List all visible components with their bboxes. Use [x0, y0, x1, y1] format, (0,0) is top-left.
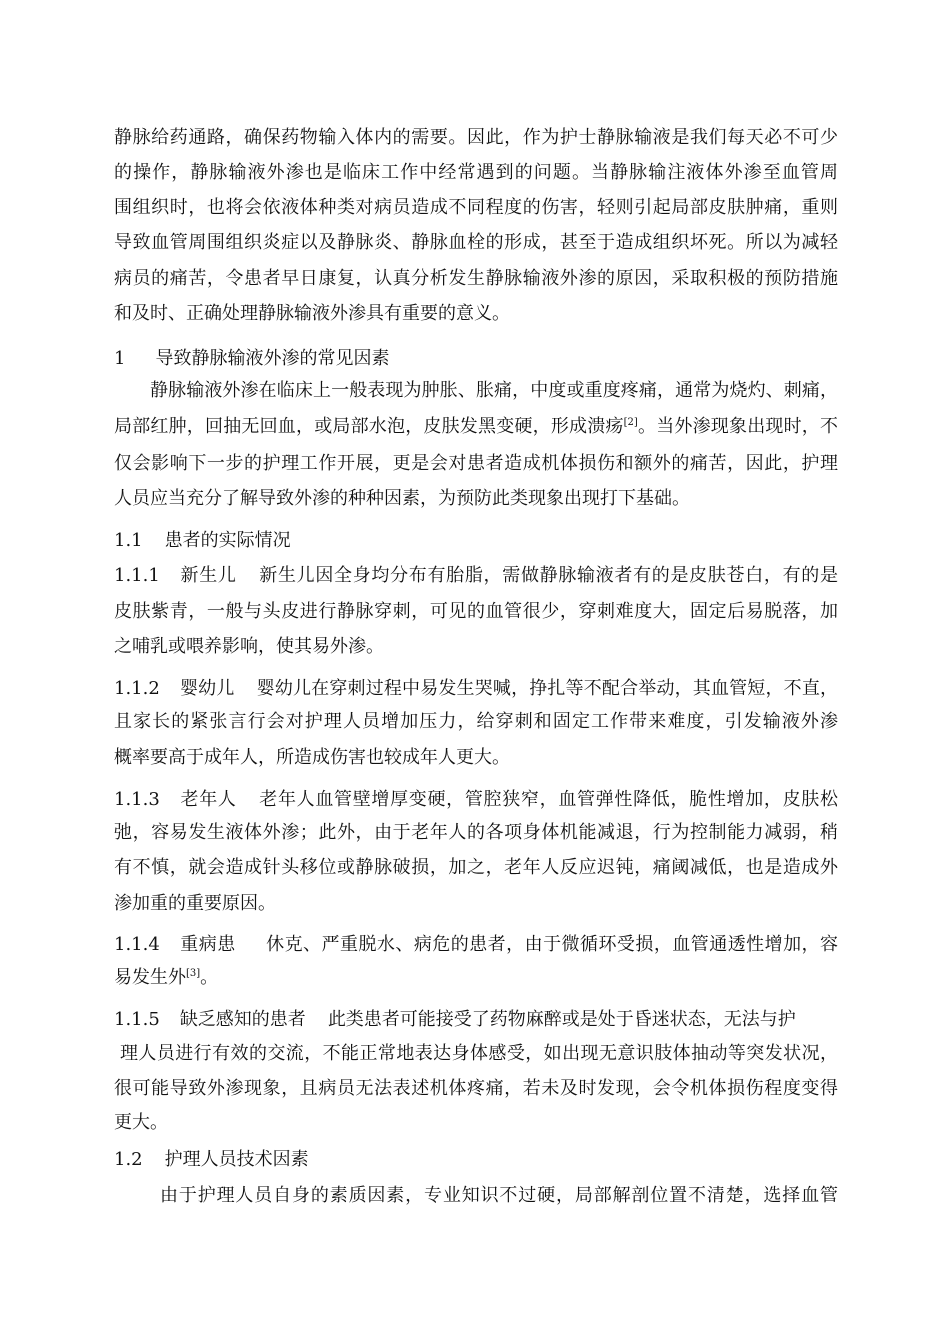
paragraph-line: 理人员进行有效的交流，不能正常地表达身体感受，如出现无意识肢体抽动等突发状况， — [120, 1043, 838, 1064]
section-title: 导致静脉输液外渗的常见因素 — [155, 348, 390, 369]
paragraph-line: 且家长的紧张言行会对护理人员增加压力，给穿刺和固定工作带来难度，引发输液外渗 — [114, 711, 838, 732]
intro-line: 围组织时，也将会依液体种类对病员造成不同程度的伤害，轻则引起局部皮肤肿痛，重则 — [114, 197, 838, 218]
section-heading-1-1 — [114, 528, 838, 554]
intro-line: 和及时、正确处理静脉输液外渗具有重要的意义。 — [114, 303, 510, 324]
section-title: 护理人员技术因素 — [164, 1149, 309, 1170]
paragraph-line: 更大。 — [114, 1112, 168, 1133]
subsection-1-1-2-line: 1.1.2 婴幼儿 婴幼儿在穿刺过程中易发生哭喊，挣扎等不配合举动，其血管短，不直， — [114, 678, 838, 699]
citation-ref: [2] — [623, 417, 638, 428]
paragraph-line: 很可能导致外渗现象，且病员无法表述机体疼痛，若未及时发现，会令机体损伤程度变得 — [114, 1078, 838, 1099]
intro-line: 病员的痛苦，令患者早日康复，认真分析发生静脉输液外渗的原因，采取积极的预防措施 — [114, 268, 838, 289]
subsection-1-1-5-line: 1.1.5 缺乏感知的患者 此类患者可能接受了药物麻醉或是处于昏迷状态，无法与护 — [114, 1009, 796, 1030]
section-heading-1 — [114, 346, 838, 372]
intro-line: 静脉给药通路，确保药物输入体内的需要。因此，作为护士静脉输液是我们每天必不可少 — [114, 127, 838, 148]
subsection-1-1-3-line: 1.1.3 老年人 老年人血管壁增厚变硬，管腔狭窄，血管弹性降低，脆性增加，皮肤松 — [114, 789, 838, 810]
paragraph-line: 渗加重的重要原因。 — [114, 893, 276, 914]
subsection-label: 老年人 — [179, 789, 237, 810]
subsection-1-1-4-line: 1.1.4 重病患 休克、严重脱水、病危的患者，由于微循环受损，血管通透性增加，容 — [114, 934, 838, 955]
paragraph-line: 有不慎，就会造成针头移位或静脉破损，加之，老年人反应迟钝，痛阈减低，也是造成外 — [114, 857, 838, 878]
paragraph-line: 皮肤紫青，一般与头皮进行静脉穿刺，可见的血管很少，穿刺难度大，固定后易脱落，加 — [114, 601, 838, 622]
citation-ref: [3] — [186, 968, 201, 979]
paragraph-line: 弛，容易发生液体外渗；此外，由于老年人的各项身体机能减退，行为控制能力减弱，稍 — [114, 822, 838, 843]
section-heading-1-2 — [114, 1147, 838, 1173]
paragraph-line: 之哺乳或喂养影响，使其易外渗。 — [114, 636, 384, 657]
section-number: 1.1.2 — [114, 678, 160, 699]
section-number: 1 — [114, 348, 126, 369]
paragraph-line: 局部红肿，回抽无回血，或局部水泡，皮肤发黑变硬，形成溃疡[2]。当外渗现象出现时，不 — [114, 416, 838, 437]
section-number: 1.2 — [114, 1149, 143, 1170]
subsection-label: 重病患 — [179, 934, 236, 955]
paragraph-line: 仅会影响下一步的护理工作开展，更是会对患者造成机体损伤和额外的痛苦，因此，护理 — [114, 453, 838, 474]
intro-line: 的操作，静脉输液外渗也是临床工作中经常遇到的问题。当静脉输注液体外渗至血管周 — [114, 162, 838, 183]
section-title: 患者的实际情况 — [164, 530, 291, 551]
subsection-label: 婴幼儿 — [179, 678, 235, 699]
paragraph-line: 概率要高于成年人，所造成伤害也较成年人更大。 — [114, 747, 510, 768]
intro-line: 导致血管周围组织炎症以及静脉炎、静脉血栓的形成，甚至于造成组织坏死。所以为减轻 — [114, 232, 838, 253]
paragraph-line: 人员应当充分了解导致外渗的种种因素，为预防此类现象出现打下基础。 — [114, 488, 690, 509]
subsection-label: 新生儿 — [179, 565, 237, 586]
paragraph-line: 易发生外[3]。 — [114, 967, 219, 988]
paragraph-line: 由于护理人员自身的素质因素，专业知识不过硬，局部解剖位置不清楚，选择血管 — [160, 1185, 838, 1206]
subsection-label: 缺乏感知的患者 — [179, 1009, 306, 1030]
paragraph-line: 静脉输液外渗在临床上一般表现为肿胀、胀痛，中度或重度疼痛，通常为烧灼、刺痛， — [150, 380, 838, 401]
section-number: 1.1 — [114, 530, 143, 551]
section-number: 1.1.3 — [114, 789, 160, 810]
section-number: 1.1.1 — [114, 565, 160, 586]
section-number: 1.1.4 — [114, 934, 160, 955]
subsection-1-1-1-line: 1.1.1 新生儿 新生儿因全身均分布有胎脂，需做静脉输液者有的是皮肤苍白，有的是 — [114, 565, 838, 586]
section-number: 1.1.5 — [114, 1009, 160, 1030]
